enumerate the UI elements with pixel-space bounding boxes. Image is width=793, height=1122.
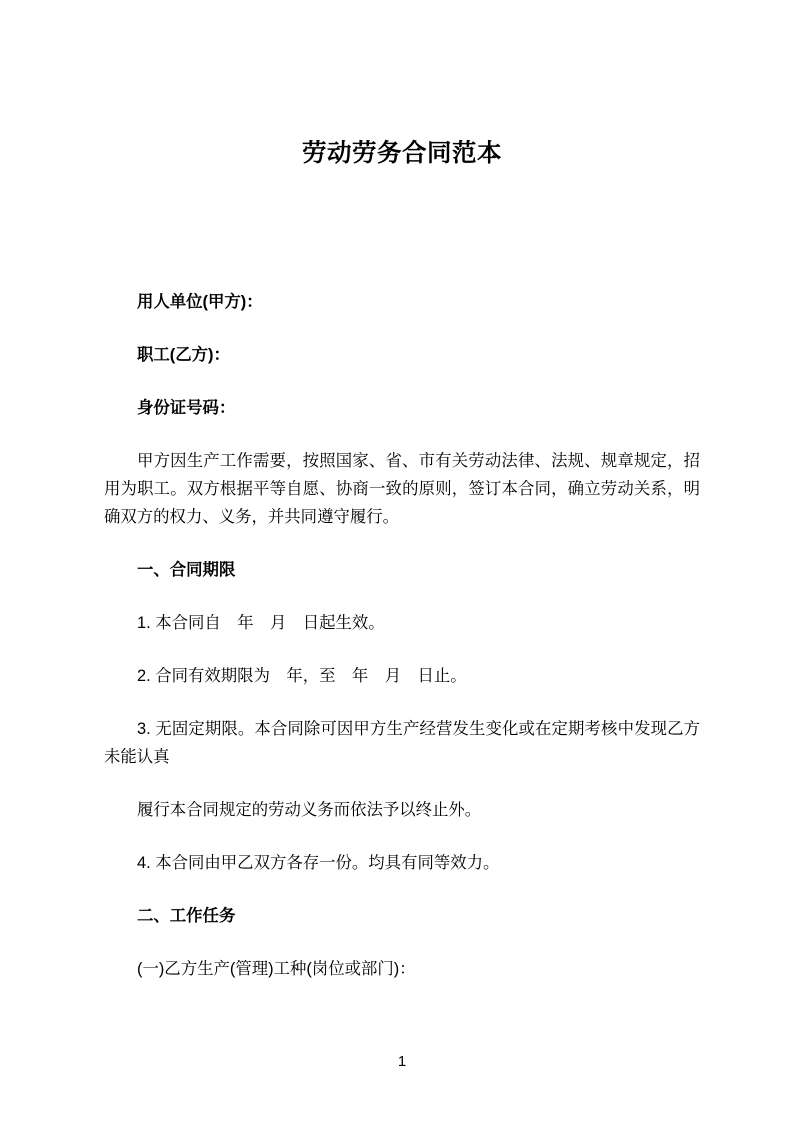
page-footer [104,1052,700,1072]
section-2-clause-1: (一)乙方生产(管理)工种(岗位或部门)： [137,960,416,978]
section-1-heading: 一、合同期限 [137,561,236,579]
party-b-label: 职工(乙方)： [137,346,230,364]
section-1-clause-3-continuation: 履行本合同规定的劳动义务而依法予以终止外。 [137,801,482,819]
section-1-clause-2: 2. 合同有效期限为 年，至 年 月 日止。 [137,667,467,685]
document-title: 劳动劳务合同范本 [302,140,502,167]
id-number-label: 身份证号码： [137,399,236,417]
party-a-label: 用人单位(甲方)： [137,293,263,311]
section-1-clause-3: 3. 无固定期限。本合同除可因甲方生产经营发生变化或在定期考核中发现乙方未能认真 [104,720,700,766]
intro-paragraph: 甲方因生产工作需要，按照国家、省、市有关劳动法律、法规、规章规定，招用为职工。双方根据平等自愿、协商一致的原则，签订本合同，确立劳动关系，明确双方的权力、义务，并共同遵守履行。 [104,452,700,526]
section-1-clause-1: 1. 本合同自 年 月 日起生效。 [137,614,385,632]
section-1-clause-4: 4. 本合同由甲乙双方各存一份。均具有同等效力。 [137,854,500,872]
page-number: 1 [397,1053,407,1070]
section-2-heading: 二、工作任务 [137,907,236,925]
